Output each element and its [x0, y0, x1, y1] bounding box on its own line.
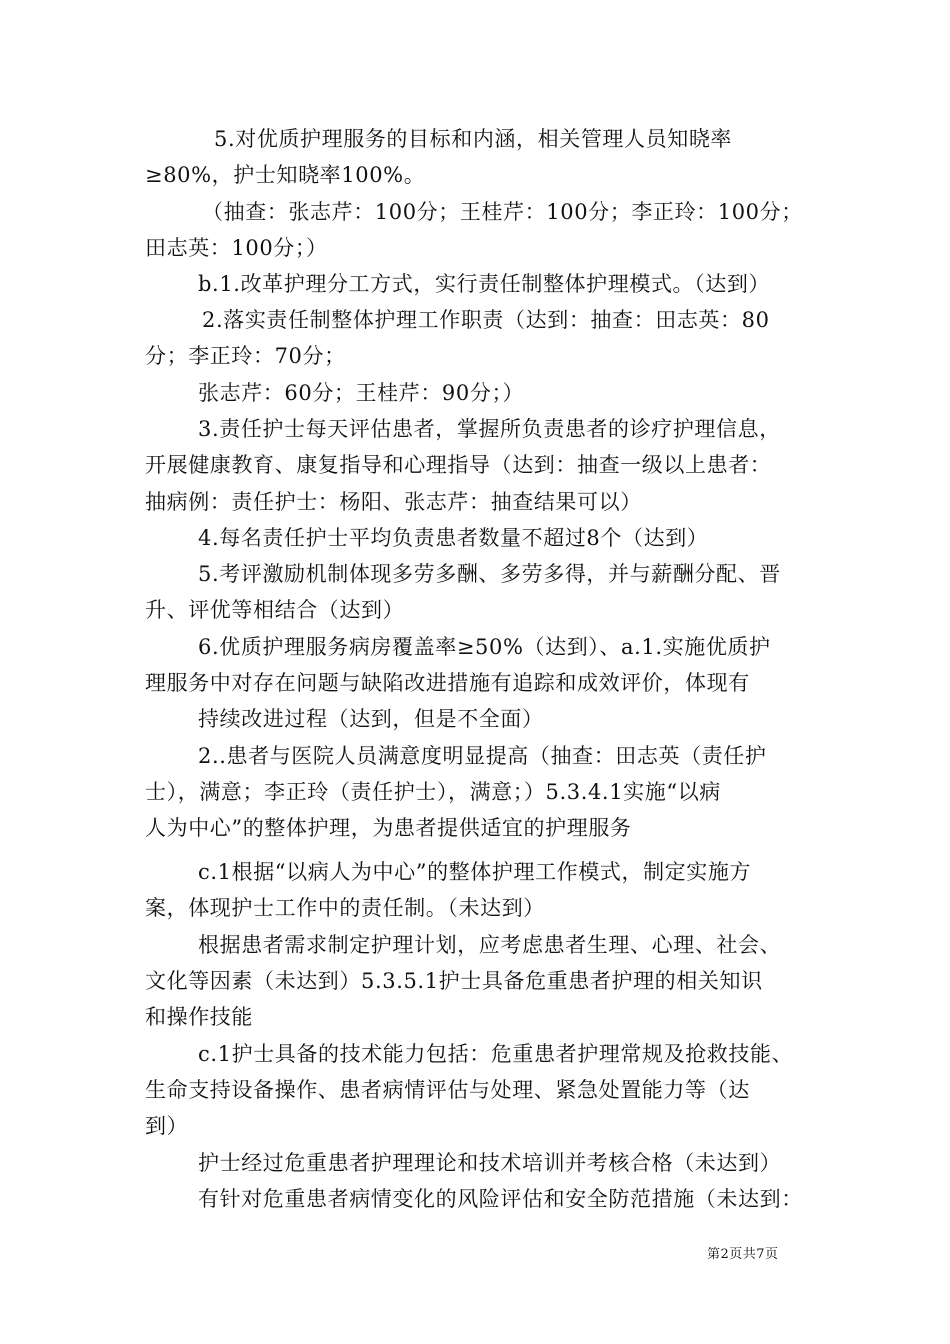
text-line: 根据患者需求制定护理计划，应考虑患者生理、心理、社会、	[198, 933, 782, 957]
text-line: 和操作技能	[145, 1005, 253, 1029]
text-line: 士），满意；李正玲（责任护士），满意；）5.3.4.1实施“以病	[145, 780, 721, 804]
text-line: 文化等因素（未达到）5.3.5.1护士具备危重患者护理的相关知识	[145, 969, 763, 993]
text-line: 分；李正玲：70分；	[145, 344, 346, 368]
text-line: 5.对优质护理服务的目标和内涵，相关管理人员知晓率	[214, 127, 733, 151]
text-line: ≥80%，护士知晓率100%。	[145, 163, 426, 187]
page-number: 第2页共7页	[707, 1247, 779, 1262]
text-line: 4.每名责任护士平均负责患者数量不超过8个（达到）	[198, 526, 709, 550]
text-line: c.1护士具备的技术能力包括：危重患者护理常规及抢救技能、	[198, 1042, 794, 1066]
text-line: 生命支持设备操作、患者病情评估与处理、紧急处置能力等（达	[145, 1078, 750, 1102]
text-line: 开展健康教育、康复指导和心理指导（达到：抽查一级以上患者：	[145, 453, 772, 477]
text-line: b.1.改革护理分工方式，实行责任制整体护理模式。（达到）	[198, 272, 771, 296]
text-line: c.1根据“以病人为中心”的整体护理工作模式，制定实施方	[198, 860, 752, 884]
text-line: 5.考评激励机制体现多劳多酬、多劳多得，并与薪酬分配、晋	[198, 562, 781, 586]
text-line: 有针对危重患者病情变化的风险评估和安全防范措施（未达到：	[198, 1187, 803, 1211]
text-line: 6.优质护理服务病房覆盖率≥50%（达到）、a.1.实施优质护	[198, 635, 771, 659]
text-line: 护士经过危重患者护理理论和技术培训并考核合格（未达到）	[198, 1151, 782, 1175]
text-line: 2..患者与医院人员满意度明显提高（抽查：田志英（责任护	[198, 744, 767, 768]
text-line: 张志芹：60分；王桂芹：90分；）	[198, 381, 525, 405]
text-line: 3.责任护士每天评估患者，掌握所负责患者的诊疗护理信息，	[198, 417, 781, 441]
text-line: 田志英：100分；）	[145, 236, 328, 260]
text-line: 理服务中对存在问题与缺陷改进措施有追踪和成效评价，体现有	[145, 671, 750, 695]
text-line: 2.落实责任制整体护理工作职责（达到：抽查：田志英：80	[202, 308, 770, 332]
text-line: 到）	[145, 1114, 189, 1138]
text-line: （抽查：张志芹：100分；王桂芹：100分；李正玲：100分；	[202, 200, 803, 224]
text-line: 抽病例：责任护士：杨阳、张志芹：抽查结果可以）	[145, 490, 642, 514]
text-line: 人为中心”的整体护理，为患者提供适宜的护理服务	[145, 816, 632, 840]
text-line: 升、评优等相结合（达到）	[145, 598, 405, 622]
text-line: 持续改进过程（达到，但是不全面）	[198, 707, 544, 731]
text-line: 案，体现护士工作中的责任制。（未达到）	[145, 896, 545, 920]
